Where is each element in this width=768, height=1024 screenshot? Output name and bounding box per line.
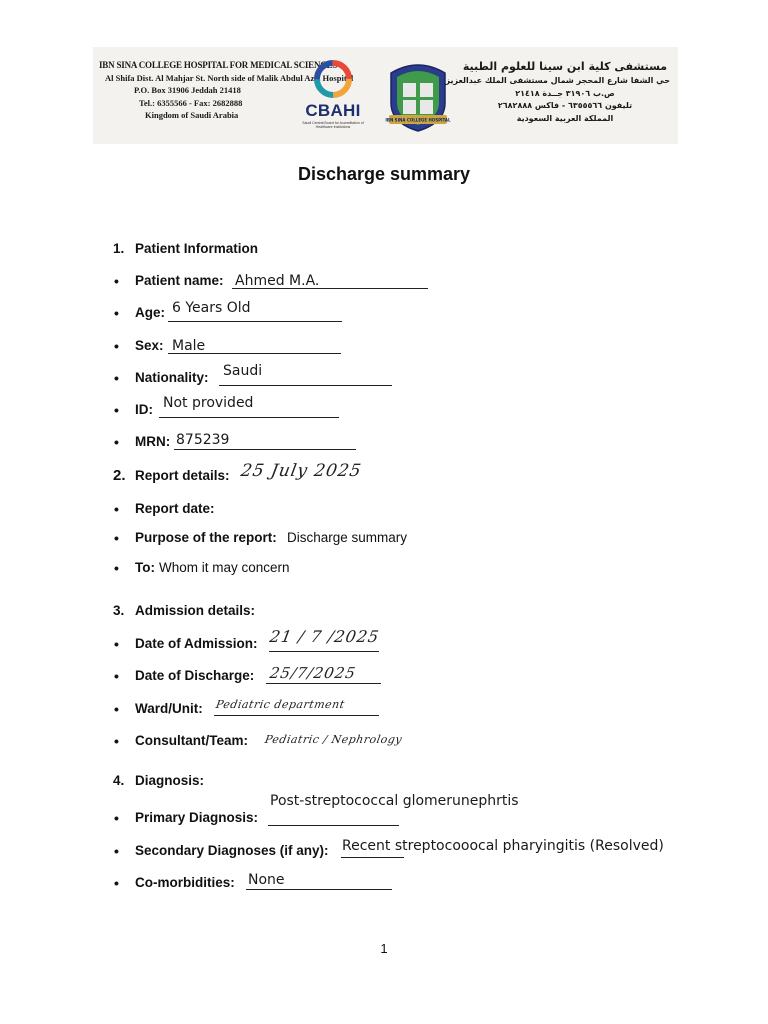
section-title: Admission details: (135, 603, 256, 618)
co-morbidities-underline (246, 889, 392, 890)
bullet: • (114, 530, 119, 546)
sex-label: Sex: (135, 338, 164, 353)
age-underline (168, 321, 342, 322)
secondary-diagnoses-label: Secondary Diagnoses (if any): (135, 843, 329, 858)
consultant-team-value: Pediatric / Nephrology (263, 733, 404, 746)
to-value: Whom it may concern (159, 560, 290, 575)
section-number: 4. (113, 773, 125, 788)
primary-diagnosis-value: Post-streptococcal glomerunephrtis (270, 793, 519, 809)
hospital-crest-icon (383, 59, 453, 133)
bullet: • (114, 402, 119, 418)
bullet: • (114, 733, 119, 749)
date-of-discharge-underline (266, 683, 381, 684)
date-of-discharge-label: Date of Discharge: (135, 668, 255, 683)
bullet: • (114, 810, 119, 826)
bullet: • (114, 701, 119, 717)
primary-diagnosis-underline (268, 825, 399, 826)
secondary-diagnoses-value: Recent streptocooocal pharyingitis (Resolved) (342, 838, 664, 854)
cbahi-subtitle: Saudi Central Board for Accreditation of Healthcare Institutions (302, 121, 364, 129)
nationality-underline (219, 385, 392, 386)
date-of-discharge-value: 25/7/2025 (268, 664, 358, 682)
id-underline (159, 417, 339, 418)
cbahi-logo (296, 57, 370, 133)
date-of-admission-value: 21 / 7 /2025 (268, 627, 381, 646)
purpose-label: Purpose of the report: (135, 530, 277, 545)
cbahi-ring-icon (296, 57, 370, 103)
patient-name-value: Ahmed M.A. (235, 273, 320, 289)
bullet: • (114, 560, 119, 576)
hospital-country-english: Kingdom of Saudi Arabia (145, 110, 239, 120)
ward-unit-underline (214, 715, 379, 716)
hospital-po-box-english: P.O. Box 31906 Jeddah 21418 (134, 85, 241, 95)
consultant-team-label: Consultant/Team: (135, 733, 249, 748)
hospital-phone-arabic: تليفون ٦٣٥٥٥٦٦ - فاكس ٢٦٨٢٨٨٨ (497, 101, 633, 110)
hospital-street-arabic: حي الشفا شارع المحجر شمال مستشفى الملك عبدالعزيز (445, 76, 670, 85)
bullet: • (114, 305, 119, 321)
section-title: Diagnosis: (135, 773, 205, 788)
co-morbidities-label: Co-morbidities: (135, 875, 235, 890)
hospital-country-arabic: المملكة العربية السعودية (516, 113, 614, 123)
id-label: ID: (135, 402, 153, 417)
hospital-street-english: Al Shifa Dist. Al Mahjar St. North side of Malik Abdul Aziz Hospital (105, 72, 354, 83)
date-of-admission-underline (269, 651, 379, 652)
to-label: To: (135, 560, 155, 575)
bullet: • (114, 636, 119, 652)
section-number: 1. (113, 241, 125, 256)
date-of-admission-label: Date of Admission: (135, 636, 258, 651)
section-number: 2. (113, 467, 126, 484)
secondary-diagnoses-underline (341, 857, 404, 858)
document-title: Discharge summary (297, 164, 471, 184)
hospital-phone-english: Tel.: 6355566 - Fax: 2682888 (139, 97, 243, 108)
bullet: • (114, 338, 119, 354)
hospital-address-arabic (445, 59, 670, 125)
id-value: Not provided (163, 395, 254, 411)
section-title: Report details: (135, 468, 230, 483)
bullet: • (114, 501, 119, 517)
purpose-value: Discharge summary (287, 530, 408, 545)
patient-name-label: Patient name: (135, 273, 224, 288)
primary-diagnosis-label: Primary Diagnosis: (135, 810, 259, 825)
bullet: • (114, 843, 119, 859)
age-value: 6 Years Old (172, 300, 251, 316)
hospital-name-english: IBN SINA COLLEGE HOSPITAL FOR MEDICAL SCIENCES (99, 60, 338, 70)
mrn-value: 875239 (176, 432, 230, 448)
bullet: • (114, 273, 119, 289)
section-number: 3. (113, 603, 125, 618)
nationality-value: Saudi (223, 363, 263, 379)
bullet: • (114, 875, 119, 891)
mrn-underline (174, 449, 356, 450)
report-date-label: Report date: (135, 501, 215, 516)
bullet: • (114, 434, 119, 450)
hospital-po-box-arabic: ص.ب ٣١٩٠٦ جــدة ٢١٤١٨ (515, 88, 615, 98)
ward-unit-label: Ward/Unit: (135, 701, 203, 716)
bullet: • (114, 668, 119, 684)
section-title: Patient Information (135, 241, 259, 256)
co-morbidities-value: None (248, 872, 285, 888)
report-details-handwritten-date: 25 July 2025 (239, 461, 364, 481)
sex-value: Male (172, 338, 206, 354)
crest-banner-text: IBN SINA COLLEGE HOSPITAL (385, 117, 451, 123)
bullet: • (114, 370, 119, 386)
age-label: Age: (135, 305, 165, 320)
cbahi-logo-text: CBAHI (305, 101, 361, 120)
hospital-name-arabic: مستشفى كلية ابن سينا للعلوم الطبية (462, 60, 668, 73)
ward-unit-value: Pediatric department (214, 698, 346, 711)
page-number: 1 (380, 941, 388, 956)
letterhead (93, 47, 678, 144)
mrn-label: MRN: (135, 434, 171, 449)
nationality-label: Nationality: (135, 370, 209, 385)
